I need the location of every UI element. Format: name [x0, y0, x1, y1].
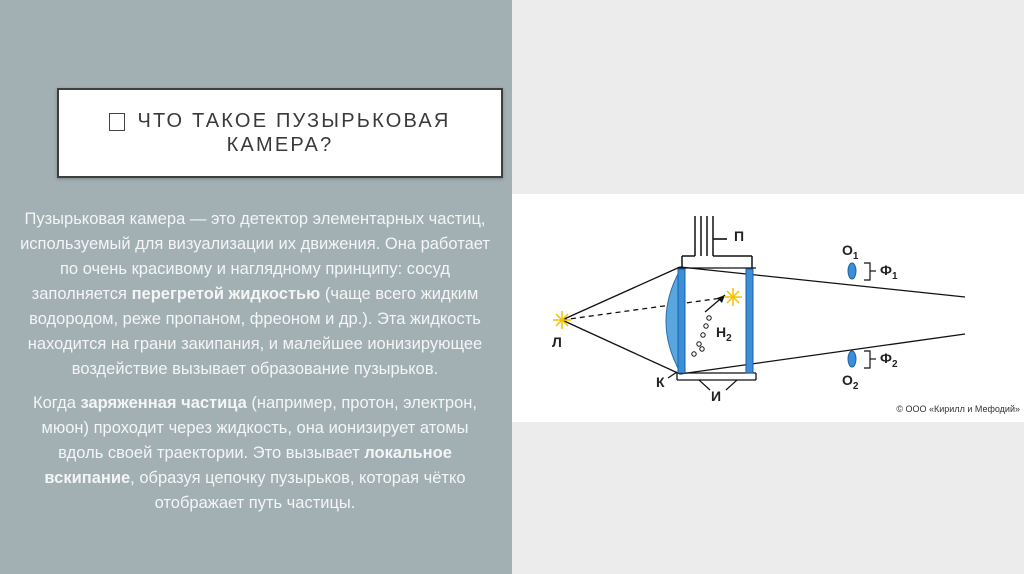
paragraph-2-text-b: (например, протон, электрон, мюон) проходит через жидкость, она ионизирует атомы вдоль своей траектории. Это вызывает	[41, 394, 477, 462]
paragraph-1-bold: перегретой жидкостью	[131, 285, 321, 303]
label-f2-text: Ф	[880, 350, 892, 366]
bullet-icon	[109, 113, 125, 131]
label-f1-sub: 1	[891, 270, 898, 282]
diagram-svg	[512, 194, 1024, 422]
label-i: И	[711, 388, 722, 404]
film-brackets	[864, 263, 876, 368]
label-h2-text: Н	[716, 324, 727, 340]
label-f1	[880, 262, 898, 282]
objective-o1	[848, 263, 856, 279]
label-o1-sub: 1	[852, 250, 859, 262]
label-o2-sub: 2	[852, 380, 859, 392]
label-o1	[842, 242, 858, 262]
label-l: Л	[552, 334, 562, 350]
light-source-icon	[553, 311, 571, 329]
glass-plate-1	[678, 269, 685, 373]
title-box	[57, 88, 503, 178]
light-rays	[562, 267, 965, 374]
paragraph-2-bold-1: заряженная частица	[80, 394, 247, 412]
label-f2-sub: 2	[891, 358, 898, 370]
bubble-chamber-diagram	[512, 194, 1024, 422]
paragraph-1	[20, 207, 490, 382]
paragraph-2-text-c: , образуя цепочку пузырьков, которая чётко отображает путь частицы.	[130, 469, 466, 512]
body-text	[20, 207, 490, 525]
particle-arrowhead	[717, 295, 725, 303]
paragraph-2-bold-2: локальное вскипание	[44, 444, 452, 487]
label-o2	[842, 372, 858, 392]
label-f2	[880, 350, 898, 370]
label-o2-text: О	[842, 372, 853, 388]
label-h2	[716, 324, 732, 344]
flash-icon	[724, 288, 742, 306]
label-p: П	[734, 228, 745, 244]
bubble-track	[692, 316, 711, 356]
copyright-note: © ООО «Кирилл и Мефодий»	[896, 404, 1020, 414]
label-o1-text: О	[842, 242, 853, 258]
paragraph-2	[20, 391, 490, 516]
slide-title	[59, 109, 501, 157]
paragraph-1-text-b: (чаще всего жидким водородом, реже пропаном, фреоном и др.). Эта жидкость находится на грани закипания, и малейшее ионизирующее воздействие вызывает образование пузырьков.	[27, 285, 483, 378]
k-pointer	[668, 372, 677, 378]
paragraph-2-text-a: Когда	[33, 394, 81, 412]
slide-title-text: ЧТО ТАКОЕ ПУЗЫРЬКОВАЯ КАМЕРА?	[137, 110, 451, 156]
objective-o2	[848, 351, 856, 367]
label-f1-text: Ф	[880, 262, 892, 278]
label-k: К	[656, 374, 665, 390]
glass-plate-2	[746, 269, 753, 373]
label-h2-sub: 2	[726, 332, 732, 344]
paragraph-1-text-a: Пузырьковая камера — это детектор элементарных частиц, используемый для визуализации их движения. Она работает по очень красивому и наглядному принципу: сосуд заполняется	[20, 210, 490, 303]
